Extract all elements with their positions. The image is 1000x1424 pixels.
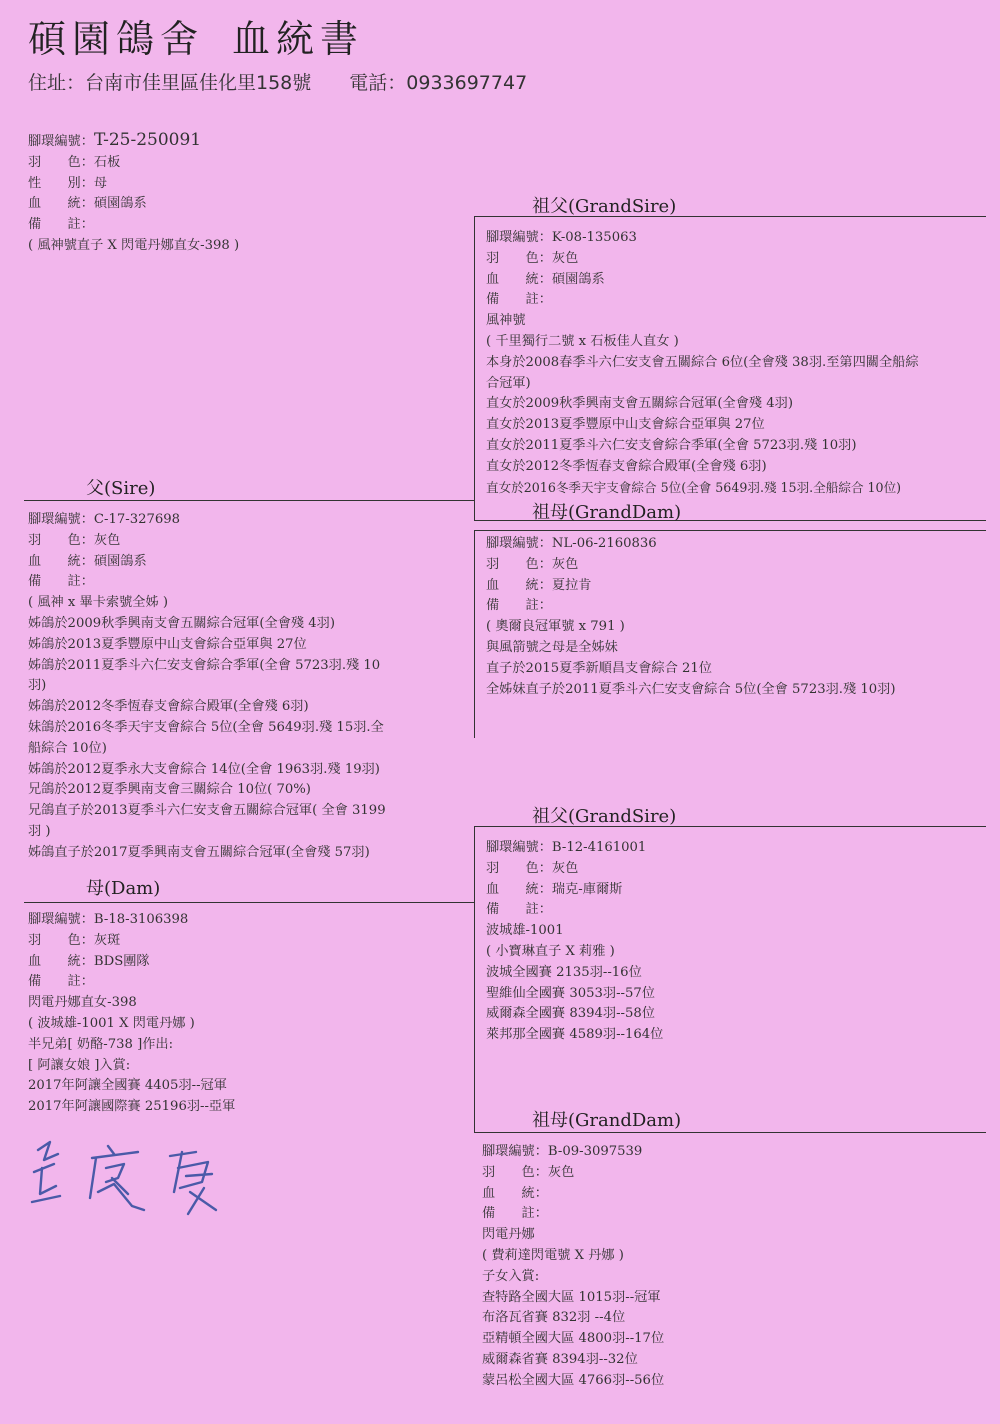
gd2-heading: 祖母(GrandDam) [532, 1110, 682, 1131]
sire-line: 兄鴿直子於2013夏季斗六仁安支會五關綜合冠軍( 全會 3199 [28, 803, 386, 819]
sire-line: 姊鴿直子於2017夏季興南支會五關綜合冠軍(全會殘 57羽) [28, 844, 370, 860]
phone-text: 電話：0933697747 [349, 72, 528, 94]
gd2-line: 布洛瓦省賽 832羽 --4位 [482, 1310, 626, 1326]
sire-info [28, 510, 468, 864]
gs2-line: 波城全國賽 2135羽--16位 [486, 964, 642, 980]
dam-line: 閃電丹娜直女-398 [28, 995, 137, 1011]
dam-line: 血 統：BDS團隊 [28, 953, 150, 969]
gd2-line: 亞精頓全國大區 4800羽--17位 [482, 1331, 665, 1347]
gd1-line: 腳環編號：NL-06-2160836 [486, 536, 657, 551]
subject-info [28, 130, 448, 257]
dam-line: 2017年阿讓國際賽 25196羽--亞軍 [28, 1099, 236, 1115]
gs1-line: 直女於2016冬季天宇支會綜合 5位(全會 5649羽.殘 15羽.全船綜合 10位) [486, 479, 902, 495]
handwritten-signature [20, 1132, 230, 1222]
gd1-rule [474, 530, 986, 531]
dam-info [28, 910, 458, 1118]
dam-line: 腳環編號：B-18-3106398 [28, 912, 189, 927]
gs1-line: 直女於2012冬季恆春支會綜合殿軍(全會殘 6羽) [486, 458, 767, 474]
sire-line: 血 統：碩園鴿系 [28, 553, 147, 569]
gs1-line: 合冠軍) [486, 375, 531, 391]
gs2-line: ( 小寶琳直子 X 莉雅 ) [486, 943, 615, 959]
sire-line: 姊鴿於2012夏季永大支會綜合 14位(全會 1963羽.殘 19羽) [28, 761, 380, 777]
gd1-line: 直子於2015夏季新順昌支會綜合 21位 [486, 660, 712, 676]
gs1-line: 直女於2011夏季斗六仁安支會綜合季軍(全會 5723羽.殘 10羽) [486, 437, 857, 453]
dam-line: 2017年阿讓全國賽 4405羽--冠軍 [28, 1078, 227, 1094]
gd1-heading: 祖母(GrandDam) [532, 502, 682, 523]
dam-rule [24, 902, 474, 903]
sire-line: 姊鴿於2013夏季豐原中山支會綜合亞軍與 27位 [28, 636, 307, 652]
gd1-line: ( 奧爾良冠軍號 x 791 ) [486, 619, 625, 635]
gd2-line: 子女入賞: [482, 1268, 540, 1284]
gs1-line: 備 註： [486, 292, 552, 308]
gd2-line: ( 費莉達閃電號 X 丹娜 ) [482, 1247, 624, 1263]
contact-line [28, 68, 527, 95]
gs1-box-left [474, 216, 475, 521]
gd1-line: 全姊妹直子於2011夏季斗六仁安支會綜合 5位(全會 5723羽.殘 10羽) [486, 681, 896, 697]
gs1-info [486, 228, 986, 498]
sire-line: 羽) [28, 678, 47, 694]
gs2-line: 威爾森全國賽 8394羽--58位 [486, 1006, 655, 1022]
sire-line: 船綜合 10位) [28, 740, 107, 756]
gd1-box-left [474, 530, 475, 738]
gd2-line: 腳環編號：B-09-3097539 [482, 1144, 643, 1159]
sire-line: ( 風神 x 畢卡索號全姊 ) [28, 595, 168, 611]
document-title [28, 8, 364, 63]
sire-line: 羽 色：灰色 [28, 532, 121, 548]
title-loft-name: 碩園鴿舍 [28, 17, 205, 61]
gs2-line: 羽 色：灰色 [486, 860, 579, 876]
subject-ring-number: T-25-250091 [93, 130, 202, 150]
dam-line: 備 註： [28, 974, 94, 990]
gd1-line: 羽 色：灰色 [486, 556, 579, 572]
gs2-line: 備 註： [486, 902, 552, 918]
gs2-heading: 祖父(GrandSire) [532, 806, 677, 827]
sire-line: 備 註： [28, 574, 94, 590]
gs1-heading: 祖父(GrandSire) [532, 196, 677, 217]
gs2-line: 腳環編號：B-12-4161001 [486, 840, 647, 855]
gs1-line: 羽 色：灰色 [486, 250, 579, 266]
subject-line: 羽 色：石板 [28, 154, 121, 170]
gd2-line: 威爾森省賽 8394羽--32位 [482, 1351, 638, 1367]
gs1-line: 本身於2008春季斗六仁安支會五關綜合 6位(全會殘 38羽.至第四關全船綜 [486, 354, 919, 370]
sire-heading: 父(Sire) [86, 478, 156, 499]
gs1-line: 直女於2013夏季豐原中山支會綜合亞軍與 27位 [486, 417, 765, 433]
gd2-line: 血 統： [482, 1185, 548, 1201]
sire-line: 兄鴿於2012夏季興南支會三關綜合 10位( 70%) [28, 782, 311, 798]
sire-line: 姊鴿於2009秋季興南支會五關綜合冠軍(全會殘 4羽) [28, 615, 335, 631]
gs1-line: 風神號 [486, 313, 526, 329]
gs1-line: 直女於2009秋季興南支會五關綜合冠軍(全會殘 4羽) [486, 396, 793, 412]
subject-ring-label: 腳環編號： [28, 134, 94, 149]
gs2-line: 波城雄-1001 [486, 923, 564, 939]
gs1-line: 血 統：碩園鴿系 [486, 271, 605, 287]
sire-line: 羽 ) [28, 823, 51, 839]
gd2-info [482, 1142, 972, 1392]
dam-line: ( 波城雄-1001 X 閃電丹娜 ) [28, 1015, 195, 1031]
sire-line: 姊鴿於2011夏季斗六仁安支會綜合季軍(全會 5723羽.殘 10 [28, 657, 381, 673]
dam-line: 半兄弟[ 奶酪-738 ]作出: [28, 1036, 174, 1052]
gd1-line: 備 註： [486, 598, 552, 614]
dam-line: [ 阿讓女娘 ]入賞: [28, 1057, 131, 1073]
gd2-rule [474, 1132, 986, 1133]
title-pedigree: 血統書 [232, 17, 365, 61]
gs1-line: ( 千里獨行二號 x 石板佳人直女 ) [486, 333, 679, 349]
subject-line: 備 註： [28, 217, 94, 233]
gd1-line: 與風箭號之母是全姊妹 [486, 639, 618, 655]
subject-line: ( 風神號直子 X 閃電丹娜直女-398 ) [28, 237, 240, 253]
gs2-box-left [474, 826, 475, 1132]
subject-line: 性 別：母 [28, 175, 108, 191]
gd1-line: 血 統：夏拉肯 [486, 577, 592, 593]
gs2-line: 聖維仙全國賽 3053羽--57位 [486, 985, 655, 1001]
dam-line: 羽 色：灰斑 [28, 932, 121, 948]
gs2-info [486, 838, 976, 1046]
gd2-line: 閃電丹娜 [482, 1227, 535, 1243]
sire-line: 姊鴿於2012冬季恆春支會綜合殿軍(全會殘 6羽) [28, 699, 309, 715]
gd2-line: 羽 色：灰色 [482, 1164, 575, 1180]
subject-ring-row [28, 130, 448, 153]
gd2-line: 查特路全國大區 1015羽--冠軍 [482, 1289, 661, 1305]
gd2-line: 蒙呂松全國大區 4766羽--56位 [482, 1372, 665, 1388]
dam-heading: 母(Dam) [86, 878, 161, 899]
sire-line: 腳環編號：C-17-327698 [28, 512, 181, 527]
gd2-line: 備 註： [482, 1206, 548, 1222]
sire-rule [24, 500, 474, 501]
subject-line: 血 統：碩園鴿系 [28, 196, 147, 212]
gs2-line: 萊邦那全國賽 4589羽--164位 [486, 1027, 664, 1043]
sire-line: 妹鴿於2016冬季天宇支會綜合 5位(全會 5649羽.殘 15羽.全 [28, 719, 384, 735]
gs2-line: 血 統：瑞克-庫爾斯 [486, 881, 623, 897]
gs1-line: 腳環編號：K-08-135063 [486, 230, 637, 245]
address-text: 住址：台南市佳里區佳化里158號 [28, 72, 312, 94]
gd1-info [486, 534, 986, 700]
